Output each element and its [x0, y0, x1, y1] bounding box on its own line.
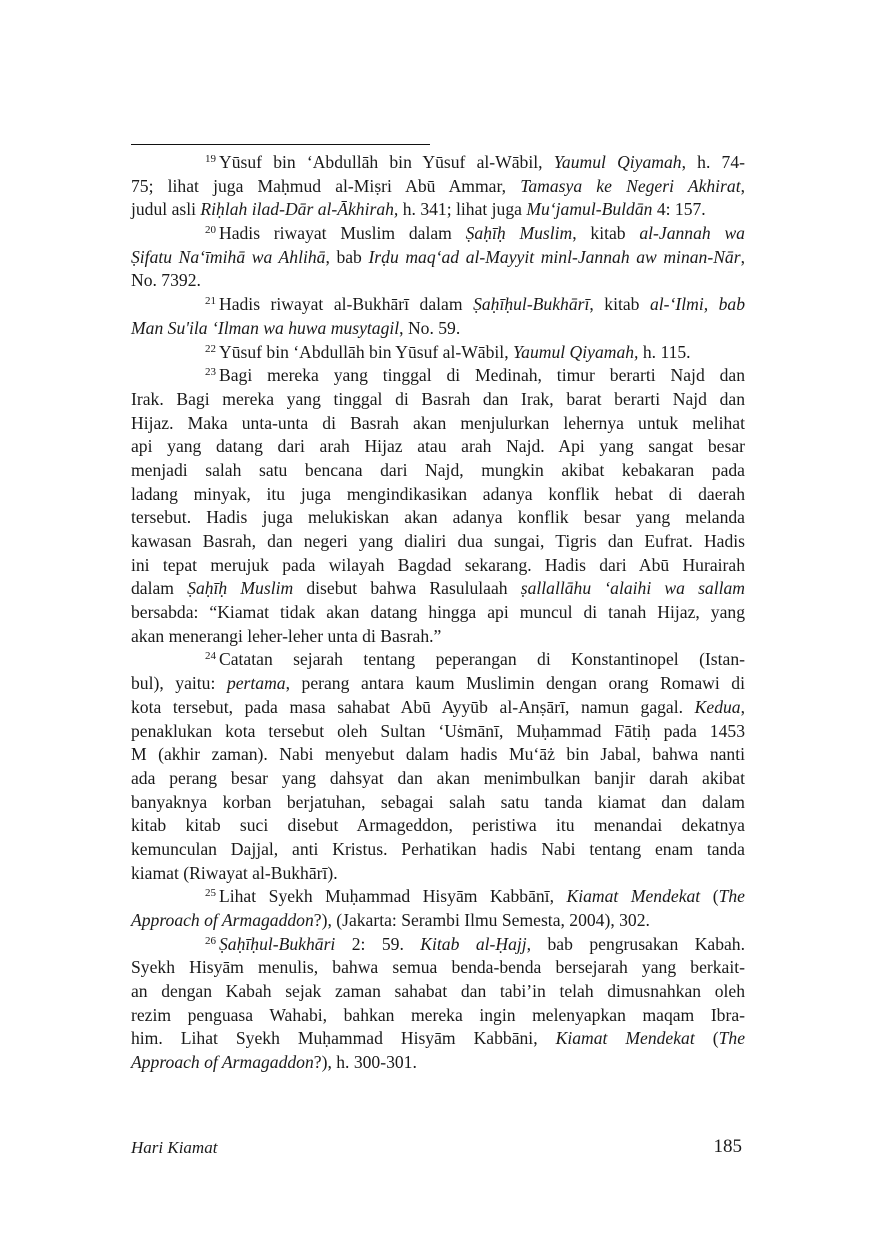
italic-text: Riḥlah ilad-Dār al-Ākhirah, — [200, 199, 399, 220]
text: ?), h. 300-301. — [313, 1052, 417, 1073]
footnote-line — [131, 601, 745, 625]
text: 75; lihat juga Maḥmud al-Miṣri Abū Ammar, — [131, 175, 521, 196]
text: , kitab — [572, 223, 640, 244]
text: , bab pengrusakan Kabah. — [526, 933, 746, 954]
footnote-number: 25 — [205, 887, 216, 900]
footnote-line — [131, 198, 745, 222]
text: Lihat Syekh Muḥammad Hisyām Kabbānī, — [219, 886, 567, 907]
italic-text: pertama — [226, 673, 286, 694]
text: penaklukan kota tersebut oleh Sultan ‘Uṡmānī, Muḥammad Fātiḥ pada 1453 — [131, 720, 745, 741]
footnote-line — [131, 720, 745, 744]
footnote-24 — [131, 648, 745, 885]
footnote-separator-rule — [131, 144, 430, 145]
footnote-line — [131, 933, 745, 957]
footnote-line — [131, 743, 745, 767]
text: Syekh Hisyām menulis, bahwa semua benda-benda bersejarah yang berkait- — [131, 957, 745, 978]
italic-text: The — [718, 1028, 745, 1049]
footnote-22 — [131, 341, 745, 365]
text: No. 7392. — [131, 270, 201, 291]
footnote-number: 19 — [205, 153, 216, 165]
text: dalam — [131, 578, 188, 599]
text: kemunculan Dajjal, anti Kristus. Perhatikan hadis Nabi tentang enam tanda — [131, 838, 745, 859]
page-number: 185 — [713, 1136, 742, 1157]
italic-text: Approach of Armagaddon — [131, 1052, 314, 1073]
text: menjadi salah satu bencana dari Najd, mungkin akibat kebakaran pada — [131, 459, 745, 480]
footnote-line — [131, 1004, 745, 1028]
footnote-line — [131, 1051, 745, 1075]
footnote-line — [131, 862, 745, 886]
italic-text: Ṣaḥīḥ Muslim — [187, 578, 294, 599]
footnote-number: 26 — [205, 934, 216, 947]
footnote-line — [131, 696, 745, 720]
italic-text: Kitab al-Ḥajj — [420, 933, 527, 954]
text: ( — [700, 886, 719, 907]
footnote-line — [131, 554, 745, 578]
text: ( — [694, 1028, 719, 1049]
text: , h. 74- — [681, 152, 745, 172]
italic-text: Ṣaḥīḥul-Bukhāri — [219, 933, 336, 954]
text: kiamat (Riwayat al-Bukhārī). — [131, 862, 338, 883]
footnote-line — [131, 341, 745, 365]
footnote-line — [131, 885, 745, 909]
italic-text: al-Jannah wa — [639, 223, 745, 244]
footnote-line — [131, 293, 745, 317]
footnote-line — [131, 577, 745, 601]
text: akan menerangi leher-leher unta di Basrah.” — [131, 625, 442, 646]
text: disebut bahwa Rasululaah — [293, 578, 521, 599]
footnote-line — [131, 530, 745, 554]
italic-text: Kedua — [694, 696, 741, 717]
footnote-line — [131, 317, 745, 341]
footnote-line — [131, 269, 745, 293]
text: 2: 59. — [335, 933, 421, 954]
text: tersebut. Hadis juga melukiskan akan adanya konflik besar yang melanda — [131, 507, 745, 528]
text: Yūsuf bin ‘Abdullāh bin Yūsuf al-Wābil, — [219, 152, 554, 172]
text: , bab — [325, 246, 369, 267]
footnote-23 — [131, 364, 745, 648]
text: Hijaz. Maka unta-unta di Basrah akan menjulurkan lehernya untuk melihat — [131, 412, 745, 433]
text: Catatan sejarah tentang peperangan di Konstantinopel (Istan- — [219, 649, 745, 670]
text: bersabda: “Kiamat tidak akan datang hingga api muncul di tanah Hijaz, yang — [131, 602, 745, 623]
text: M (akhir zaman). Nabi menyebut dalam hadis Mu‘āż bin Jabal, bahwa nanti — [131, 744, 745, 765]
footnote-line — [131, 483, 745, 507]
text: ?), (Jakarta: Serambi Ilmu Semesta, 2004), 302. — [313, 910, 650, 930]
text: ladang minyak, itu juga mengindikasikan adanya konflik hebat di daerah — [131, 483, 745, 504]
footnote-line — [131, 767, 745, 791]
text: him. Lihat Syekh Muḥammad Hisyām Kabbāni, — [131, 1028, 556, 1049]
footnote-number: 23 — [205, 366, 216, 379]
text: judul asli — [131, 199, 201, 220]
text: h. 115. — [638, 341, 691, 362]
italic-text: Approach of Armagaddon — [131, 910, 314, 930]
text: bul), yaitu: — [131, 673, 227, 694]
text: ada perang besar yang dahsyat dan akan menimbulkan banjir darah akibat — [131, 767, 745, 788]
footnote-20 — [131, 222, 745, 293]
footnote-line — [131, 672, 745, 696]
footnote-line — [131, 625, 745, 649]
italic-text: The — [718, 886, 745, 907]
text: 4: 157. — [652, 199, 706, 220]
footnote-line — [131, 1027, 745, 1051]
footnote-line — [131, 246, 745, 270]
footnote-line — [131, 506, 745, 530]
footnotes-section — [131, 151, 745, 1075]
footnote-line — [131, 151, 745, 175]
footnote-line — [131, 388, 745, 412]
footnote-line — [131, 435, 745, 459]
footnote-26 — [131, 933, 745, 1075]
footnote-line — [131, 814, 745, 838]
text: kitab kitab suci disebut Armageddon, peristiwa itu menandai dekatnya — [131, 815, 745, 836]
italic-text: al-‘Ilmi, bab — [649, 294, 746, 315]
footnote-line — [131, 648, 745, 672]
footnote-line — [131, 980, 745, 1004]
italic-text: Yaumul Qiyamah — [553, 152, 682, 172]
italic-text: Mu‘jamul-Buldān — [526, 199, 653, 220]
footnote-line — [131, 838, 745, 862]
footnote-25 — [131, 885, 745, 932]
text: api yang datang dari arah Hijaz atau arah Najd. Api yang sangat besar — [131, 436, 745, 457]
text: kota tersebut, pada masa sahabat Abū Ayyūb al-Anṣārī, namun gagal. — [131, 696, 695, 717]
italic-text: Ṣaḥīḥul-Bukhārī — [473, 294, 590, 315]
footnote-line — [131, 791, 745, 815]
text: Yūsuf bin ‘Abdullāh bin Yūsuf al-Wābil, — [219, 341, 513, 362]
italic-text: Kiamat Mendekat — [566, 886, 701, 907]
footnote-21 — [131, 293, 745, 340]
footnote-line — [131, 222, 745, 246]
text: Hadis riwayat al-Bukhārī dalam — [219, 294, 474, 315]
italic-text: Tamasya ke Negeri Akhirat — [520, 175, 741, 196]
italic-text: ṣallallāhu ‘alaihi wa sallam — [520, 578, 746, 599]
text: , — [740, 696, 745, 717]
italic-text: Man Su'ila ‘Ilman wa huwa musytagil — [131, 317, 400, 338]
footnote-line — [131, 909, 745, 933]
italic-text: Irḍu maq‘ad al-Mayyit minl-Jannah aw minan-Nār — [368, 246, 741, 267]
footnote-line — [131, 364, 745, 388]
footnote-line — [131, 956, 745, 980]
italic-text: Kiamat Mendekat — [555, 1028, 695, 1049]
text: h. 341; lihat juga — [398, 199, 527, 220]
text: rezim penguasa Wahabi, bahkan mereka ingin melenyapkan maqam Ibra- — [131, 1004, 745, 1025]
footnote-number: 22 — [205, 342, 216, 355]
text: Hadis riwayat Muslim dalam — [219, 223, 466, 244]
footnote-number: 24 — [205, 650, 216, 663]
text: an dengan Kabah sejak zaman sahabat dan tabi’in telah dimusnahkan oleh — [131, 981, 745, 1002]
text: kawasan Basrah, dan negeri yang dialiri dua sungai, Tigris dan Eufrat. Hadis — [131, 531, 745, 551]
text: ini tepat merujuk pada wilayah Bagdad sekarang. Hadis dari Abū Hurairah — [131, 554, 745, 575]
footnote-number: 20 — [205, 224, 216, 237]
text: banyaknya korban berjatuhan, sebagai salah satu tanda kiamat dan dalam — [131, 791, 745, 812]
text: , — [740, 175, 746, 196]
text: Irak. Bagi mereka yang tinggal di Basrah dan Irak, barat berarti Najd dan — [131, 388, 745, 409]
text: , perang antara kaum Muslimin dengan orang Romawi di — [285, 673, 745, 694]
footnote-number: 21 — [205, 295, 216, 308]
text: , kitab — [589, 294, 650, 315]
text: Bagi mereka yang tinggal di Medinah, timur berarti Najd dan — [219, 365, 745, 386]
footnote-line — [131, 175, 745, 199]
text: , No. 59. — [399, 317, 461, 338]
italic-text: Ṣaḥīḥ Muslim — [465, 223, 573, 244]
text: , — [740, 246, 745, 267]
footnote-line — [131, 459, 745, 483]
footnote-19 — [131, 151, 745, 222]
italic-text: Ṣifatu Na‘īmihā wa Ahlihā — [131, 246, 326, 267]
footnote-line — [131, 412, 745, 436]
running-title: Hari Kiamat — [131, 1138, 218, 1157]
italic-text: Yaumul Qiyamah, — [513, 341, 639, 362]
